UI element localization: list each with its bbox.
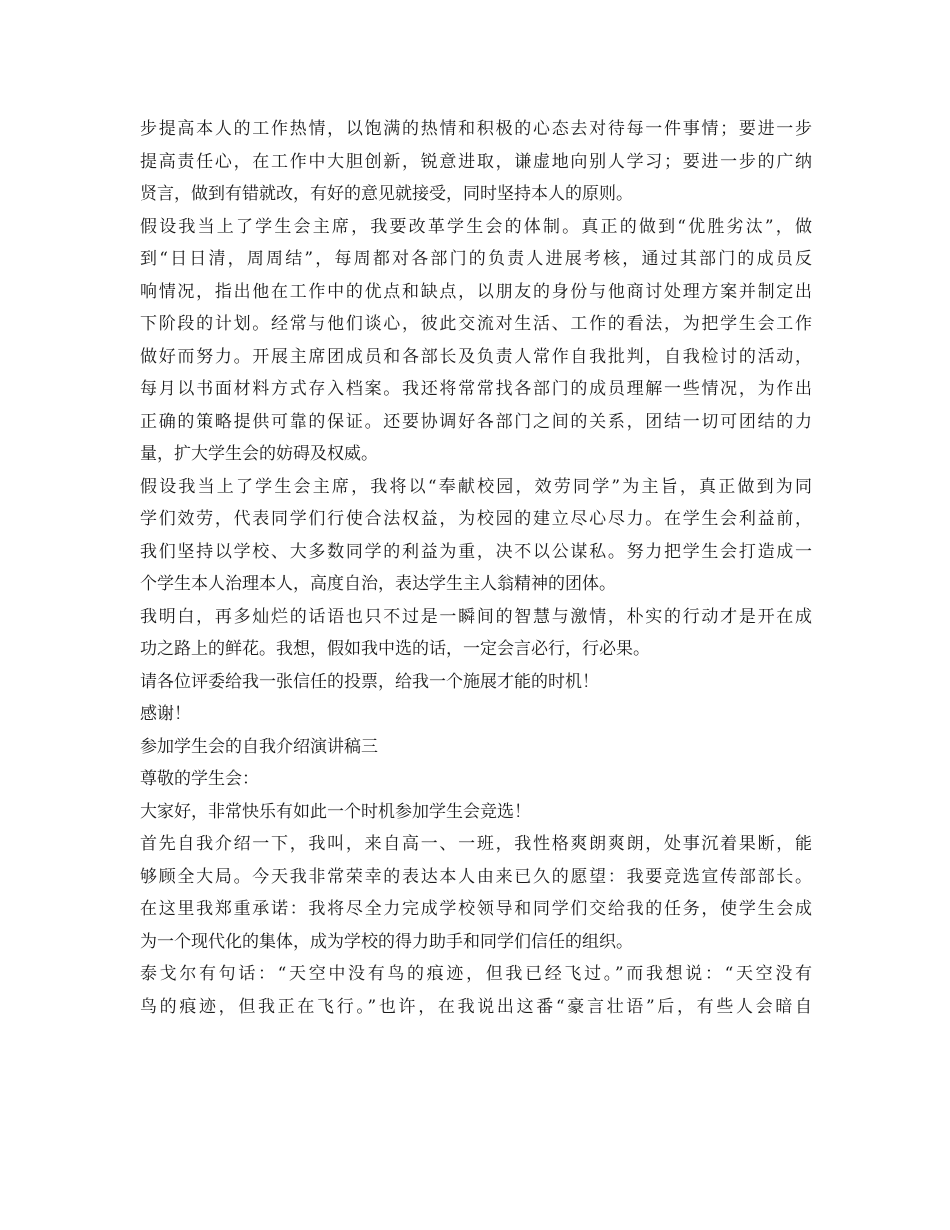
text-line: 够顾全大局。今天我非常荣幸的表达本人由来已久的愿望：我要竞选宣传部部长。	[140, 866, 812, 887]
text-line: 首先自我介绍一下，我叫，来自高一、一班，我性格爽朗爽朗，处事沉着果断，能	[140, 834, 812, 854]
text-line: 做好而努力。开展主席团成员和各部长及负责人常作自我批判，自我检讨的活动，	[140, 346, 812, 367]
text-line: 每月以书面材料方式存入档案。我还将常常找各部门的成员理解一些情况，为作出	[140, 379, 812, 399]
text-line: 正确的策略提供可靠的保证。还要协调好各部门之间的关系，团结一切可团结的力	[140, 411, 812, 432]
text-line: 泰戈尔有句话：“天空中没有鸟的痕迹，但我已经飞过。”而我想说：“天空没有	[140, 964, 812, 984]
text-line: 鸟的痕迹，但我正在飞行。”也许，在我说出这番“豪言壮语”后，有些人会暗自	[140, 996, 812, 1017]
text-line: 到“日日清，周周结”，每周都对各部门的负责人进展考核，通过其部门的成员反	[140, 249, 812, 269]
document-body	[140, 113, 812, 1023]
text-line: 提高责任心，在工作中大胆创新，锐意进取，谦虚地向别人学习；要进一步的广纳	[140, 151, 812, 172]
text-line: 步提高本人的工作热情，以饱满的热情和积极的心态去对待每一件事情；要进一步	[140, 119, 812, 139]
text-line: 我明白，再多灿烂的话语也只不过是一瞬间的智慧与激情，朴实的行动才是开在成	[140, 606, 812, 627]
text-line: 为一个现代化的集体，成为学校的得力助手和同学们信任的组织。	[140, 931, 633, 952]
text-line: 大家好，非常快乐有如此一个时机参加学生会竞选！	[140, 801, 531, 822]
text-line: 尊敬的学生会：	[140, 769, 259, 789]
text-line: 假设我当上了学生会主席，我要改革学生会的体制。真正的做到“优胜劣汰”，做	[140, 216, 812, 237]
text-line: 功之路上的鲜花。我想，假如我中选的话，一定会言必行，行必果。	[140, 639, 650, 659]
text-line: 贤言，做到有错就改，有好的意见就接受，同时坚持本人的原则。	[140, 184, 633, 204]
text-line: 下阶段的计划。经常与他们谈心，彼此交流对生活、工作的看法，为把学生会工作	[140, 314, 812, 334]
text-line: 量，扩大学生会的妨碍及权威。	[140, 444, 378, 464]
text-line: 假设我当上了学生会主席，我将以“奉献校园，效劳同学”为主旨，真正做到为同	[140, 476, 812, 497]
text-line: 请各位评委给我一张信任的投票，给我一个施展才能的时机！	[140, 671, 599, 692]
text-line: 在这里我郑重承诺：我将尽全力完成学校领导和同学们交给我的任务，使学生会成	[140, 899, 812, 919]
text-line: 感谢！	[140, 704, 191, 724]
text-line: 参加学生会的自我介绍演讲稿三	[140, 736, 378, 757]
text-line: 学们效劳，代表同学们行使合法权益，为校园的建立尽心尽力。在学生会利益前，	[140, 509, 812, 529]
text-line: 响情况，指出他在工作中的优点和缺点，以朋友的身份与他商讨处理方案并制定出	[140, 281, 812, 302]
text-line: 我们坚持以学校、大多数同学的利益为重，决不以公谋私。努力把学生会打造成一	[140, 541, 812, 562]
text-line: 个学生本人治理本人，高度自治，表达学生主人翁精神的团体。	[140, 574, 616, 594]
